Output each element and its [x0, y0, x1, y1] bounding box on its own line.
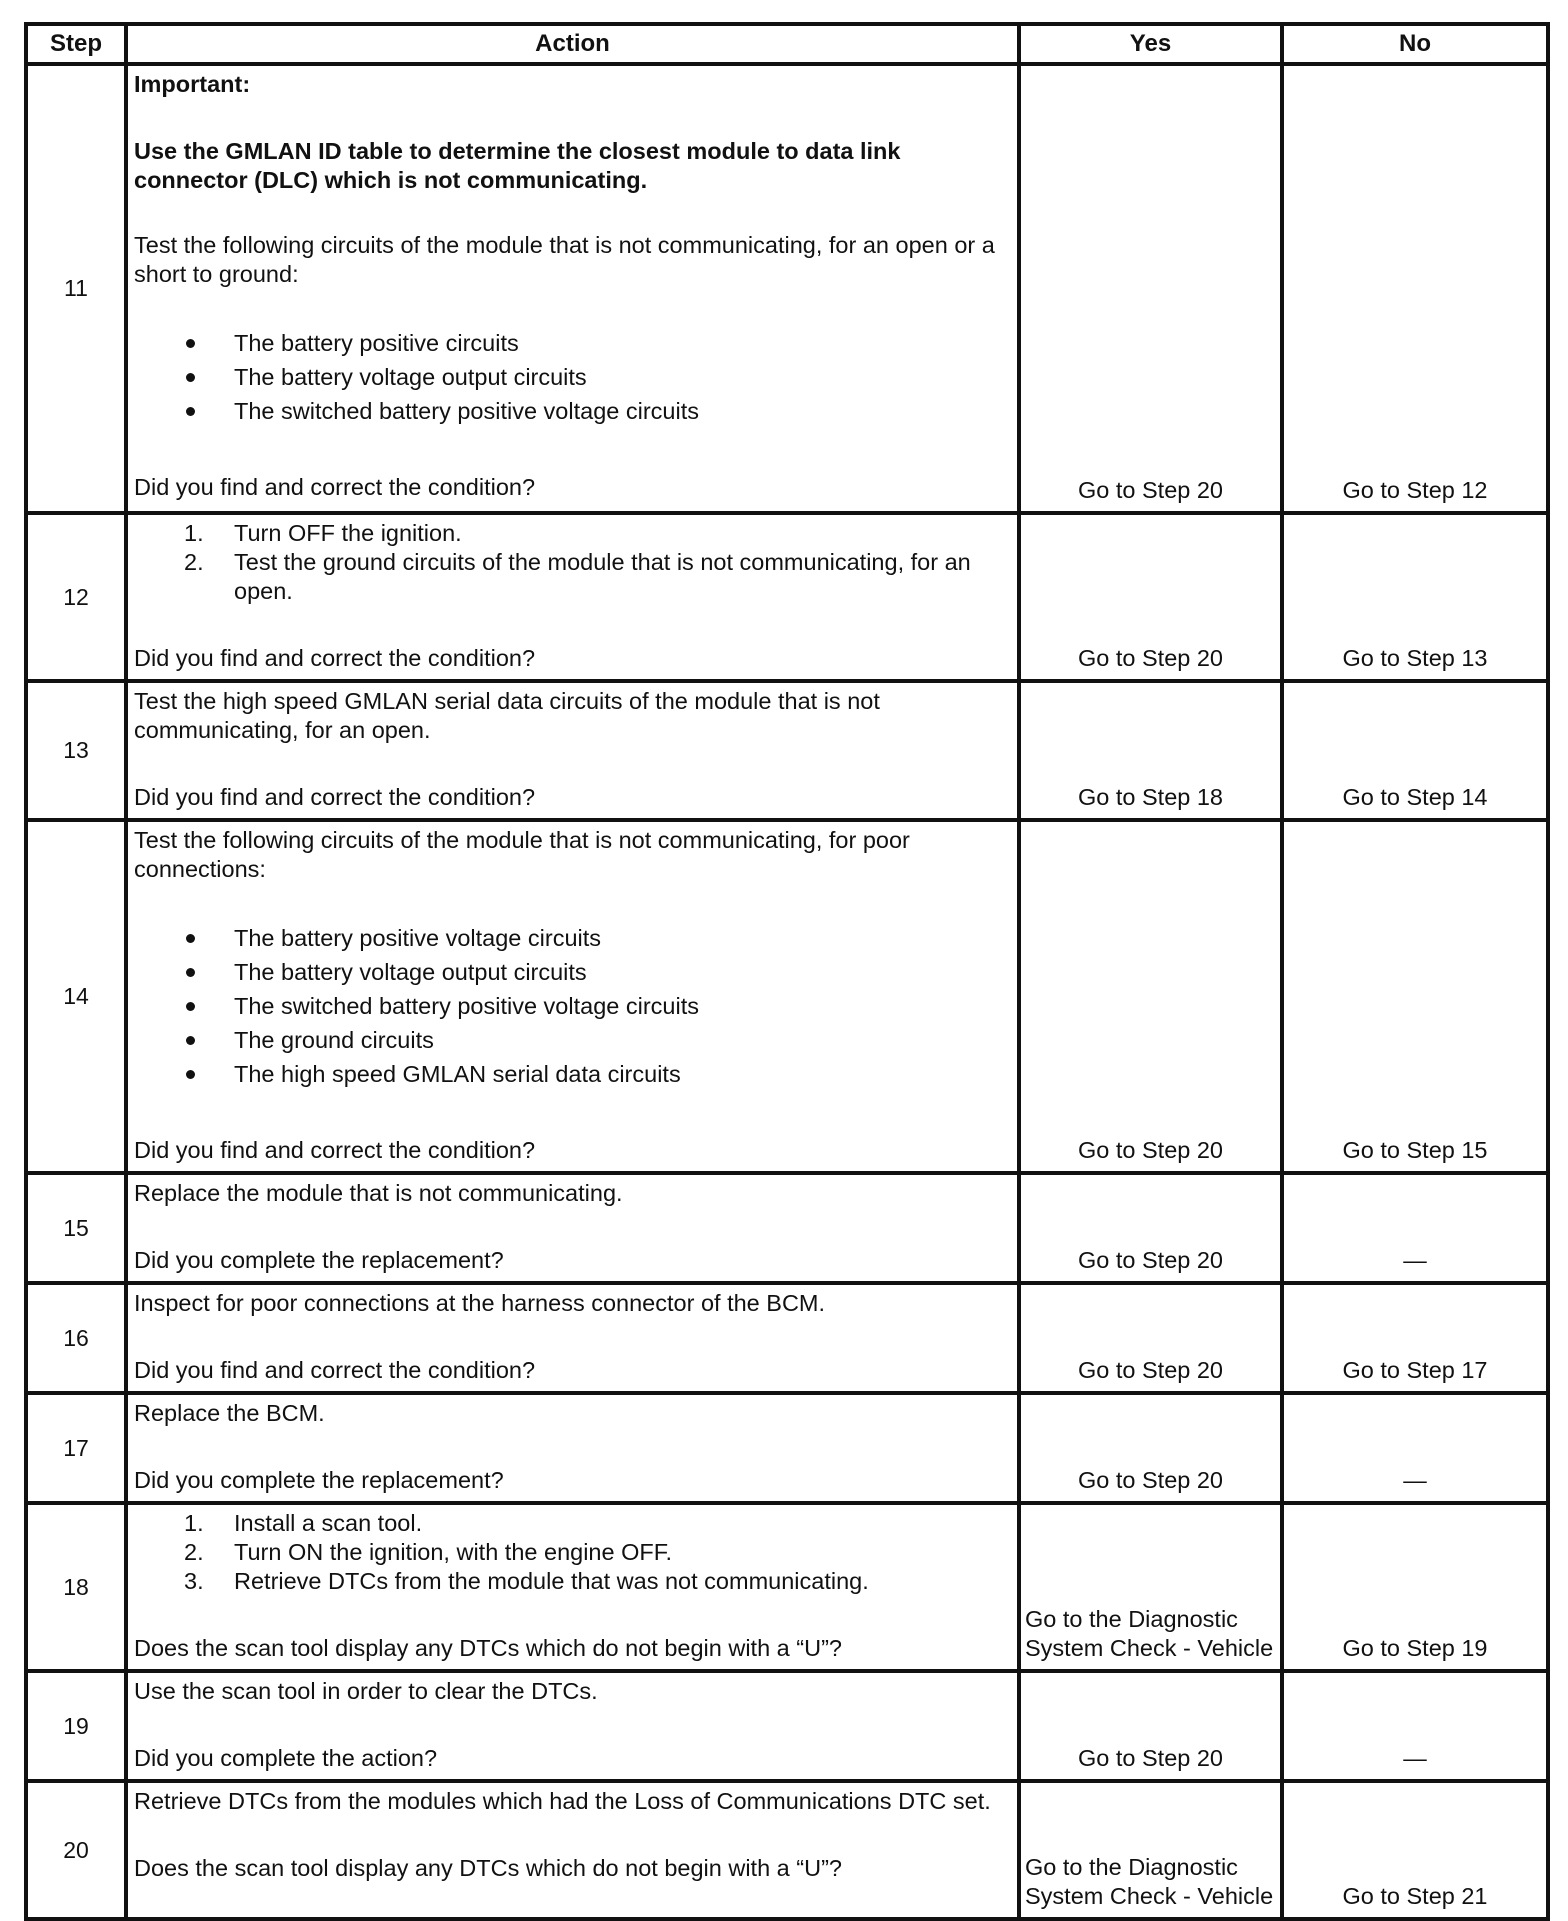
bullet-icon [186, 1002, 195, 1011]
step-number: 16 [26, 1283, 126, 1393]
action-intro: Retrieve DTCs from the modules which had the Loss of Communications DTC set. [134, 1788, 991, 1814]
list-item: The battery voltage output circuits [134, 955, 1011, 989]
bullet-list [134, 326, 1011, 428]
no-result: — [1282, 1393, 1548, 1503]
action-question: Did you find and correct the condition? [134, 474, 536, 500]
no-result: Go to Step 21 [1282, 1781, 1548, 1919]
table-row [26, 1283, 1548, 1393]
yes-result: Go to Step 20 [1019, 513, 1282, 681]
bullet-icon [186, 407, 195, 416]
no-result: Go to Step 14 [1282, 681, 1548, 820]
bullet-icon [186, 373, 195, 382]
table-row [26, 1671, 1548, 1781]
step-number: 14 [26, 820, 126, 1173]
step-number: 13 [26, 681, 126, 820]
action-question: Does the scan tool display any DTCs which do not begin with a “U”? [134, 1635, 842, 1661]
no-result: Go to Step 19 [1282, 1503, 1548, 1671]
bullet-list [134, 921, 1011, 1091]
list-item: 2. Turn ON the ignition, with the engine OFF. [184, 1539, 673, 1565]
bullet-icon [186, 1070, 195, 1079]
table-row [26, 1503, 1548, 1671]
action-question: Did you complete the replacement? [134, 1467, 504, 1493]
list-item: The battery voltage output circuits [134, 360, 1011, 394]
bullet-icon [186, 968, 195, 977]
action-intro: Inspect for poor connections at the harness connector of the BCM. [134, 1290, 826, 1316]
yes-result: Go to Step 20 [1019, 1173, 1282, 1283]
action-cell [126, 1671, 1019, 1781]
diagnostic-steps-document [24, 22, 1546, 1921]
action-cell [126, 64, 1019, 513]
action-question: Did you find and correct the condition? [134, 1357, 536, 1383]
yes-result: Go to the Diagnostic System Check - Vehicle [1019, 1781, 1282, 1919]
action-question: Did you find and correct the condition? [134, 645, 536, 671]
action-cell [126, 1781, 1019, 1919]
no-result: Go to Step 12 [1282, 64, 1548, 513]
bullet-icon [186, 339, 195, 348]
action-cell [126, 513, 1019, 681]
yes-result: Go to the Diagnostic System Check - Vehicle [1019, 1503, 1282, 1671]
step-number: 12 [26, 513, 126, 681]
list-item: The switched battery positive voltage circuits [134, 989, 1011, 1023]
yes-result: Go to Step 20 [1019, 1393, 1282, 1503]
action-intro: Test the high speed GMLAN serial data circuits of the module that is not communicating, for an open. [134, 688, 880, 743]
header-yes: Yes [1019, 24, 1282, 64]
important-label: Important: [134, 71, 251, 97]
yes-result: Go to Step 20 [1019, 64, 1282, 513]
action-intro: Replace the module that is not communicating. [134, 1180, 623, 1206]
bullet-icon [186, 1036, 195, 1045]
table-row [26, 820, 1548, 1173]
step-number: 19 [26, 1671, 126, 1781]
no-result: Go to Step 13 [1282, 513, 1548, 681]
bullet-icon [186, 934, 195, 943]
table-row [26, 681, 1548, 820]
action-intro: Replace the BCM. [134, 1400, 325, 1426]
action-intro: Test the following circuits of the module that is not communicating, for poor connections: [134, 827, 910, 882]
table-row [26, 1173, 1548, 1283]
step-number: 18 [26, 1503, 126, 1671]
diagnostic-steps-table [24, 22, 1550, 1921]
header-no: No [1282, 24, 1548, 64]
table-row [26, 64, 1548, 513]
yes-result: Go to Step 18 [1019, 681, 1282, 820]
table-row [26, 513, 1548, 681]
action-intro: Test the following circuits of the module that is not communicating, for an open or a short to ground: [134, 232, 995, 287]
no-result: — [1282, 1671, 1548, 1781]
no-result: — [1282, 1173, 1548, 1283]
action-intro: Use the scan tool in order to clear the DTCs. [134, 1678, 598, 1704]
step-number: 15 [26, 1173, 126, 1283]
table-row [26, 1393, 1548, 1503]
action-cell [126, 1393, 1019, 1503]
action-question: Does the scan tool display any DTCs which do not begin with a “U”? [134, 1855, 842, 1881]
action-question: Did you find and correct the condition? [134, 1137, 536, 1163]
yes-result: Go to Step 20 [1019, 820, 1282, 1173]
action-cell [126, 681, 1019, 820]
header-step: Step [26, 24, 126, 64]
action-cell [126, 820, 1019, 1173]
action-cell [126, 1283, 1019, 1393]
list-item: 1. Turn OFF the ignition. [184, 520, 462, 546]
yes-result: Go to Step 20 [1019, 1671, 1282, 1781]
header-action: Action [126, 24, 1019, 64]
list-item: The ground circuits [134, 1023, 1011, 1057]
action-question: Did you complete the replacement? [134, 1247, 504, 1273]
action-question: Did you complete the action? [134, 1745, 438, 1771]
list-item: The switched battery positive voltage circuits [134, 394, 1011, 428]
step-number: 20 [26, 1781, 126, 1919]
important-text: Use the GMLAN ID table to determine the closest module to data link connector (DLC) which is not communicating. [134, 138, 901, 193]
list-item: 2. Test the ground circuits of the module that is not communicating, for an open. [184, 549, 971, 604]
table-header-row [26, 24, 1548, 64]
list-item: 3. Retrieve DTCs from the module that was not communicating. [184, 1568, 869, 1594]
list-item: The battery positive voltage circuits [134, 921, 1011, 955]
no-result: Go to Step 15 [1282, 820, 1548, 1173]
yes-result: Go to Step 20 [1019, 1283, 1282, 1393]
list-item: The high speed GMLAN serial data circuits [134, 1057, 1011, 1091]
action-question: Did you find and correct the condition? [134, 784, 536, 810]
action-cell [126, 1503, 1019, 1671]
numbered-list [134, 1509, 1011, 1596]
step-number: 17 [26, 1393, 126, 1503]
numbered-list [134, 519, 1011, 606]
table-row [26, 1781, 1548, 1919]
list-item: 1. Install a scan tool. [184, 1510, 423, 1536]
step-number: 11 [26, 64, 126, 513]
action-cell [126, 1173, 1019, 1283]
list-item: The battery positive circuits [134, 326, 1011, 360]
no-result: Go to Step 17 [1282, 1283, 1548, 1393]
